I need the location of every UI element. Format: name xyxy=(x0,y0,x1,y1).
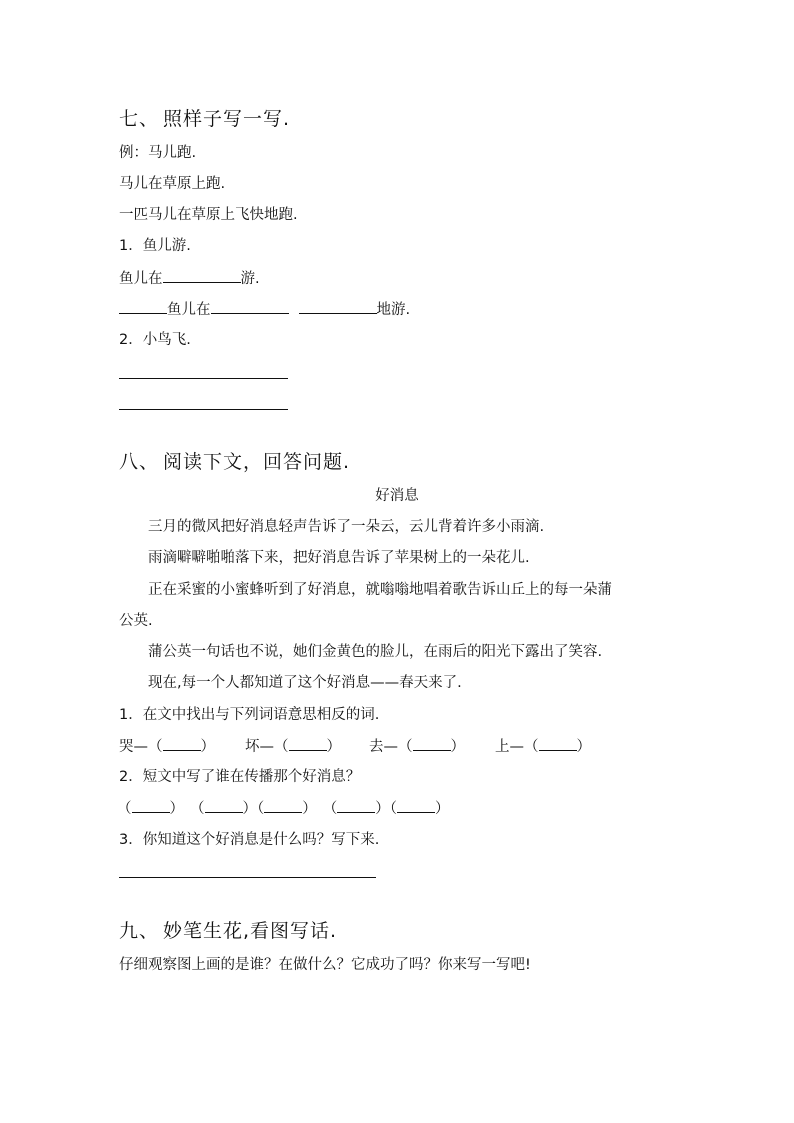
answer-paren-row xyxy=(117,798,450,819)
antonym-row xyxy=(119,736,591,757)
section-9-title: 妙笔生花,看图写话. xyxy=(163,920,338,942)
answer-blank[interactable] xyxy=(211,299,289,314)
story-paragraph: 正在采蜜的小蜜蜂听到了好消息，就嗡嗡地唱着歌告诉山丘上的每一朵蒲 xyxy=(148,582,612,598)
paren-open: （ xyxy=(190,801,205,817)
answer-blank[interactable] xyxy=(337,798,375,813)
answer-blank[interactable] xyxy=(413,736,451,751)
story-paragraph: 蒲公英一句话也不说，她们金黄色的脸儿，在雨后的阳光下露出了笑容. xyxy=(148,644,603,660)
answer-blank[interactable] xyxy=(132,798,170,813)
fill-text: 鱼儿在 xyxy=(119,271,163,287)
paren-open: （ xyxy=(117,801,132,817)
paren-open: （ xyxy=(389,801,397,817)
answer-blank[interactable] xyxy=(264,798,302,813)
story-paragraph-continued: 公英. xyxy=(119,613,153,629)
paren-close: ） xyxy=(375,801,390,817)
antonym-word: 哭— xyxy=(119,739,148,755)
answer-blank[interactable] xyxy=(205,798,243,813)
paren-close: ） xyxy=(576,739,591,755)
answer-blank[interactable] xyxy=(163,736,201,751)
answer-line[interactable] xyxy=(119,409,288,410)
story-paragraph: 雨滴噼噼啪啪落下来，把好消息告诉了苹果树上的一朵花儿. xyxy=(148,550,530,566)
section-7-number: 七、 xyxy=(119,108,160,130)
example-label: 例：马儿跑. xyxy=(119,145,197,161)
answer-line[interactable] xyxy=(119,877,376,878)
answer-blank[interactable] xyxy=(299,299,377,314)
section-8-heading xyxy=(119,449,350,475)
paren-close: ） xyxy=(450,739,465,755)
question-7-2-prompt: 2．小鸟飞. xyxy=(119,332,191,348)
answer-blank[interactable] xyxy=(397,798,435,813)
question-7-1-line-2 xyxy=(119,268,260,289)
story-title: 好消息 xyxy=(375,488,419,504)
answer-blank[interactable] xyxy=(163,268,241,283)
question-7-1-prompt: 1．鱼儿游. xyxy=(119,238,191,254)
paren-close: ） xyxy=(242,801,257,817)
antonym-word: 去— xyxy=(369,739,398,755)
paren-open: （ xyxy=(274,739,289,755)
story-paragraph: 三月的微风把好消息轻声告诉了一朵云，云儿背着许多小雨滴. xyxy=(148,519,545,535)
paren-close: ） xyxy=(302,801,317,817)
fill-text: 游. xyxy=(240,271,260,287)
question-8-1: 1．在文中找出与下列词语意思相反的词. xyxy=(119,707,380,723)
antonym-word: 坏— xyxy=(245,739,274,755)
paren-close: ） xyxy=(435,801,450,817)
paren-open: （ xyxy=(322,801,338,817)
paren-open: （ xyxy=(524,739,539,755)
question-8-2: 2．短文中写了谁在传播那个好消息？ xyxy=(119,769,361,785)
answer-blank[interactable] xyxy=(289,736,327,751)
paren-close: ） xyxy=(169,801,184,817)
antonym-word: 上— xyxy=(495,739,524,755)
paren-close: ） xyxy=(200,739,215,755)
fill-text: 鱼儿在 xyxy=(167,302,211,318)
section-9-heading xyxy=(119,918,337,944)
example-line-3: 一匹马儿在草原上飞快地跑. xyxy=(119,207,298,223)
paren-open: （ xyxy=(148,739,163,755)
section-9-number: 九、 xyxy=(119,920,160,942)
question-8-3: 3．你知道这个好消息是什么吗？写下来. xyxy=(119,832,380,848)
section-8-title: 阅读下文，回答问题. xyxy=(163,451,351,473)
answer-line[interactable] xyxy=(119,378,288,379)
section-7-heading xyxy=(119,106,290,132)
section-8-number: 八、 xyxy=(119,451,160,473)
paren-open: （ xyxy=(398,739,413,755)
story-paragraph: 现在,每一个人都知道了这个好消息——春天来了. xyxy=(148,675,462,691)
fill-text: 地游. xyxy=(376,302,411,318)
section-7-title: 照样子写一写. xyxy=(163,108,291,130)
question-7-1-line-3 xyxy=(119,299,410,320)
answer-blank[interactable] xyxy=(539,736,577,751)
section-9-instruction: 仔细观察图上画的是谁？在做什么？它成功了吗？你来写一写吧! xyxy=(119,957,531,973)
paren-close: ） xyxy=(326,739,341,755)
example-line-2: 马儿在草原上跑. xyxy=(119,176,226,192)
paren-open: （ xyxy=(257,801,265,817)
answer-blank[interactable] xyxy=(119,299,167,314)
